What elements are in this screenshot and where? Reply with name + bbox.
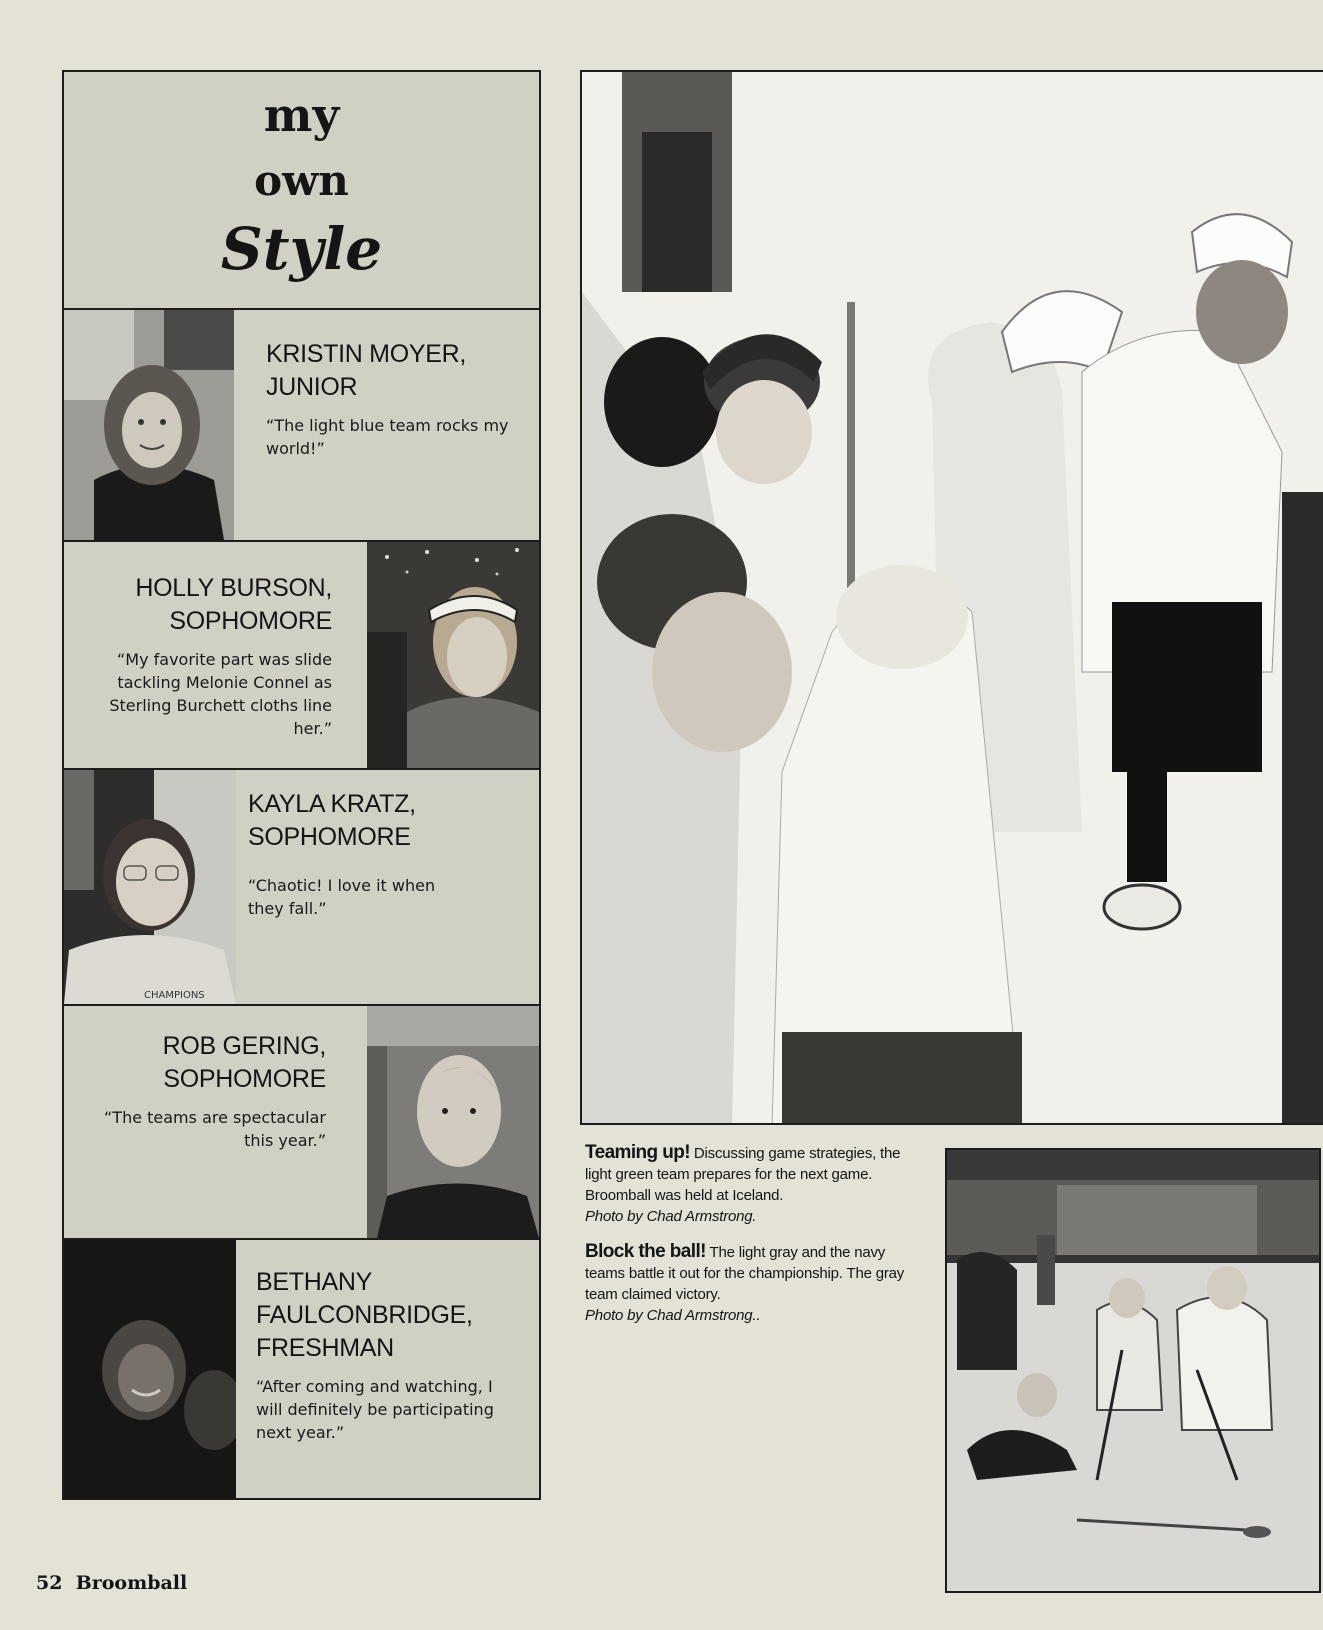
portrait-photo [64, 770, 236, 1004]
profile-quote: “The light blue team rocks my world!” [266, 416, 509, 458]
profile-quote: “The teams are spectacular this year.” [104, 1108, 326, 1150]
page-folio [36, 1572, 187, 1594]
caption-headline: Block the ball! [585, 1241, 706, 1262]
profile-name: KAYLA KRATZ, SOPHOMORE [248, 790, 416, 851]
caption-body: Discussing game strategies, the light green team prepares for the next game. Broomball was held at Iceland. [585, 1145, 901, 1204]
profile-name: KRISTIN MOYER, JUNIOR [266, 340, 466, 401]
title-line-style: Style [220, 215, 383, 283]
profile-name: BETHANY FAULCONBRIDGE, FRESHMAN [256, 1268, 473, 1362]
caption-headline: Teaming up! [585, 1142, 690, 1163]
shirt-lettering: CHAMPIONS [144, 990, 205, 1001]
section-name: Broomball [75, 1572, 188, 1594]
caption-block-the-ball [585, 1241, 920, 1326]
portrait-photo [64, 310, 234, 540]
profile-quote: “My favorite part was slide tackling Melonie Connel as Sterling Burchett cloths line her.” [109, 650, 332, 738]
block-the-ball-photo [945, 1148, 1321, 1593]
teaming-up-photo [580, 70, 1323, 1125]
page-number: 52 [36, 1572, 63, 1594]
profile-name: HOLLY BURSON, SOPHOMORE [135, 574, 332, 635]
portrait-photo [367, 1006, 539, 1238]
profile-holly-burson [64, 542, 539, 770]
title-line-my: my [263, 88, 340, 142]
profile-bethany-faulconbridge [64, 1240, 539, 1498]
portrait-photo [367, 542, 539, 768]
portrait-photo [64, 1240, 236, 1498]
feature-title [64, 72, 539, 310]
title-line-own: own [254, 156, 349, 205]
photo-credit: Photo by Chad Armstrong.. [585, 1307, 761, 1324]
caption-body: The light gray and the navy teams battle it out for the championship. The gray team claimed victory. [585, 1244, 905, 1303]
photo-captions [585, 1142, 920, 1340]
photo-credit: Photo by Chad Armstrong. [585, 1208, 757, 1225]
profile-kristin-moyer [64, 310, 539, 542]
profile-rob-gering [64, 1006, 539, 1240]
profiles-column [62, 70, 541, 1500]
profile-quote: “After coming and watching, I will definitely be participating next year.” [256, 1377, 494, 1442]
profile-kayla-kratz [64, 770, 539, 1006]
profile-quote: “Chaotic! I love it when they fall.” [248, 876, 436, 918]
caption-teaming-up [585, 1142, 920, 1227]
profile-name: ROB GERING, SOPHOMORE [162, 1032, 326, 1093]
